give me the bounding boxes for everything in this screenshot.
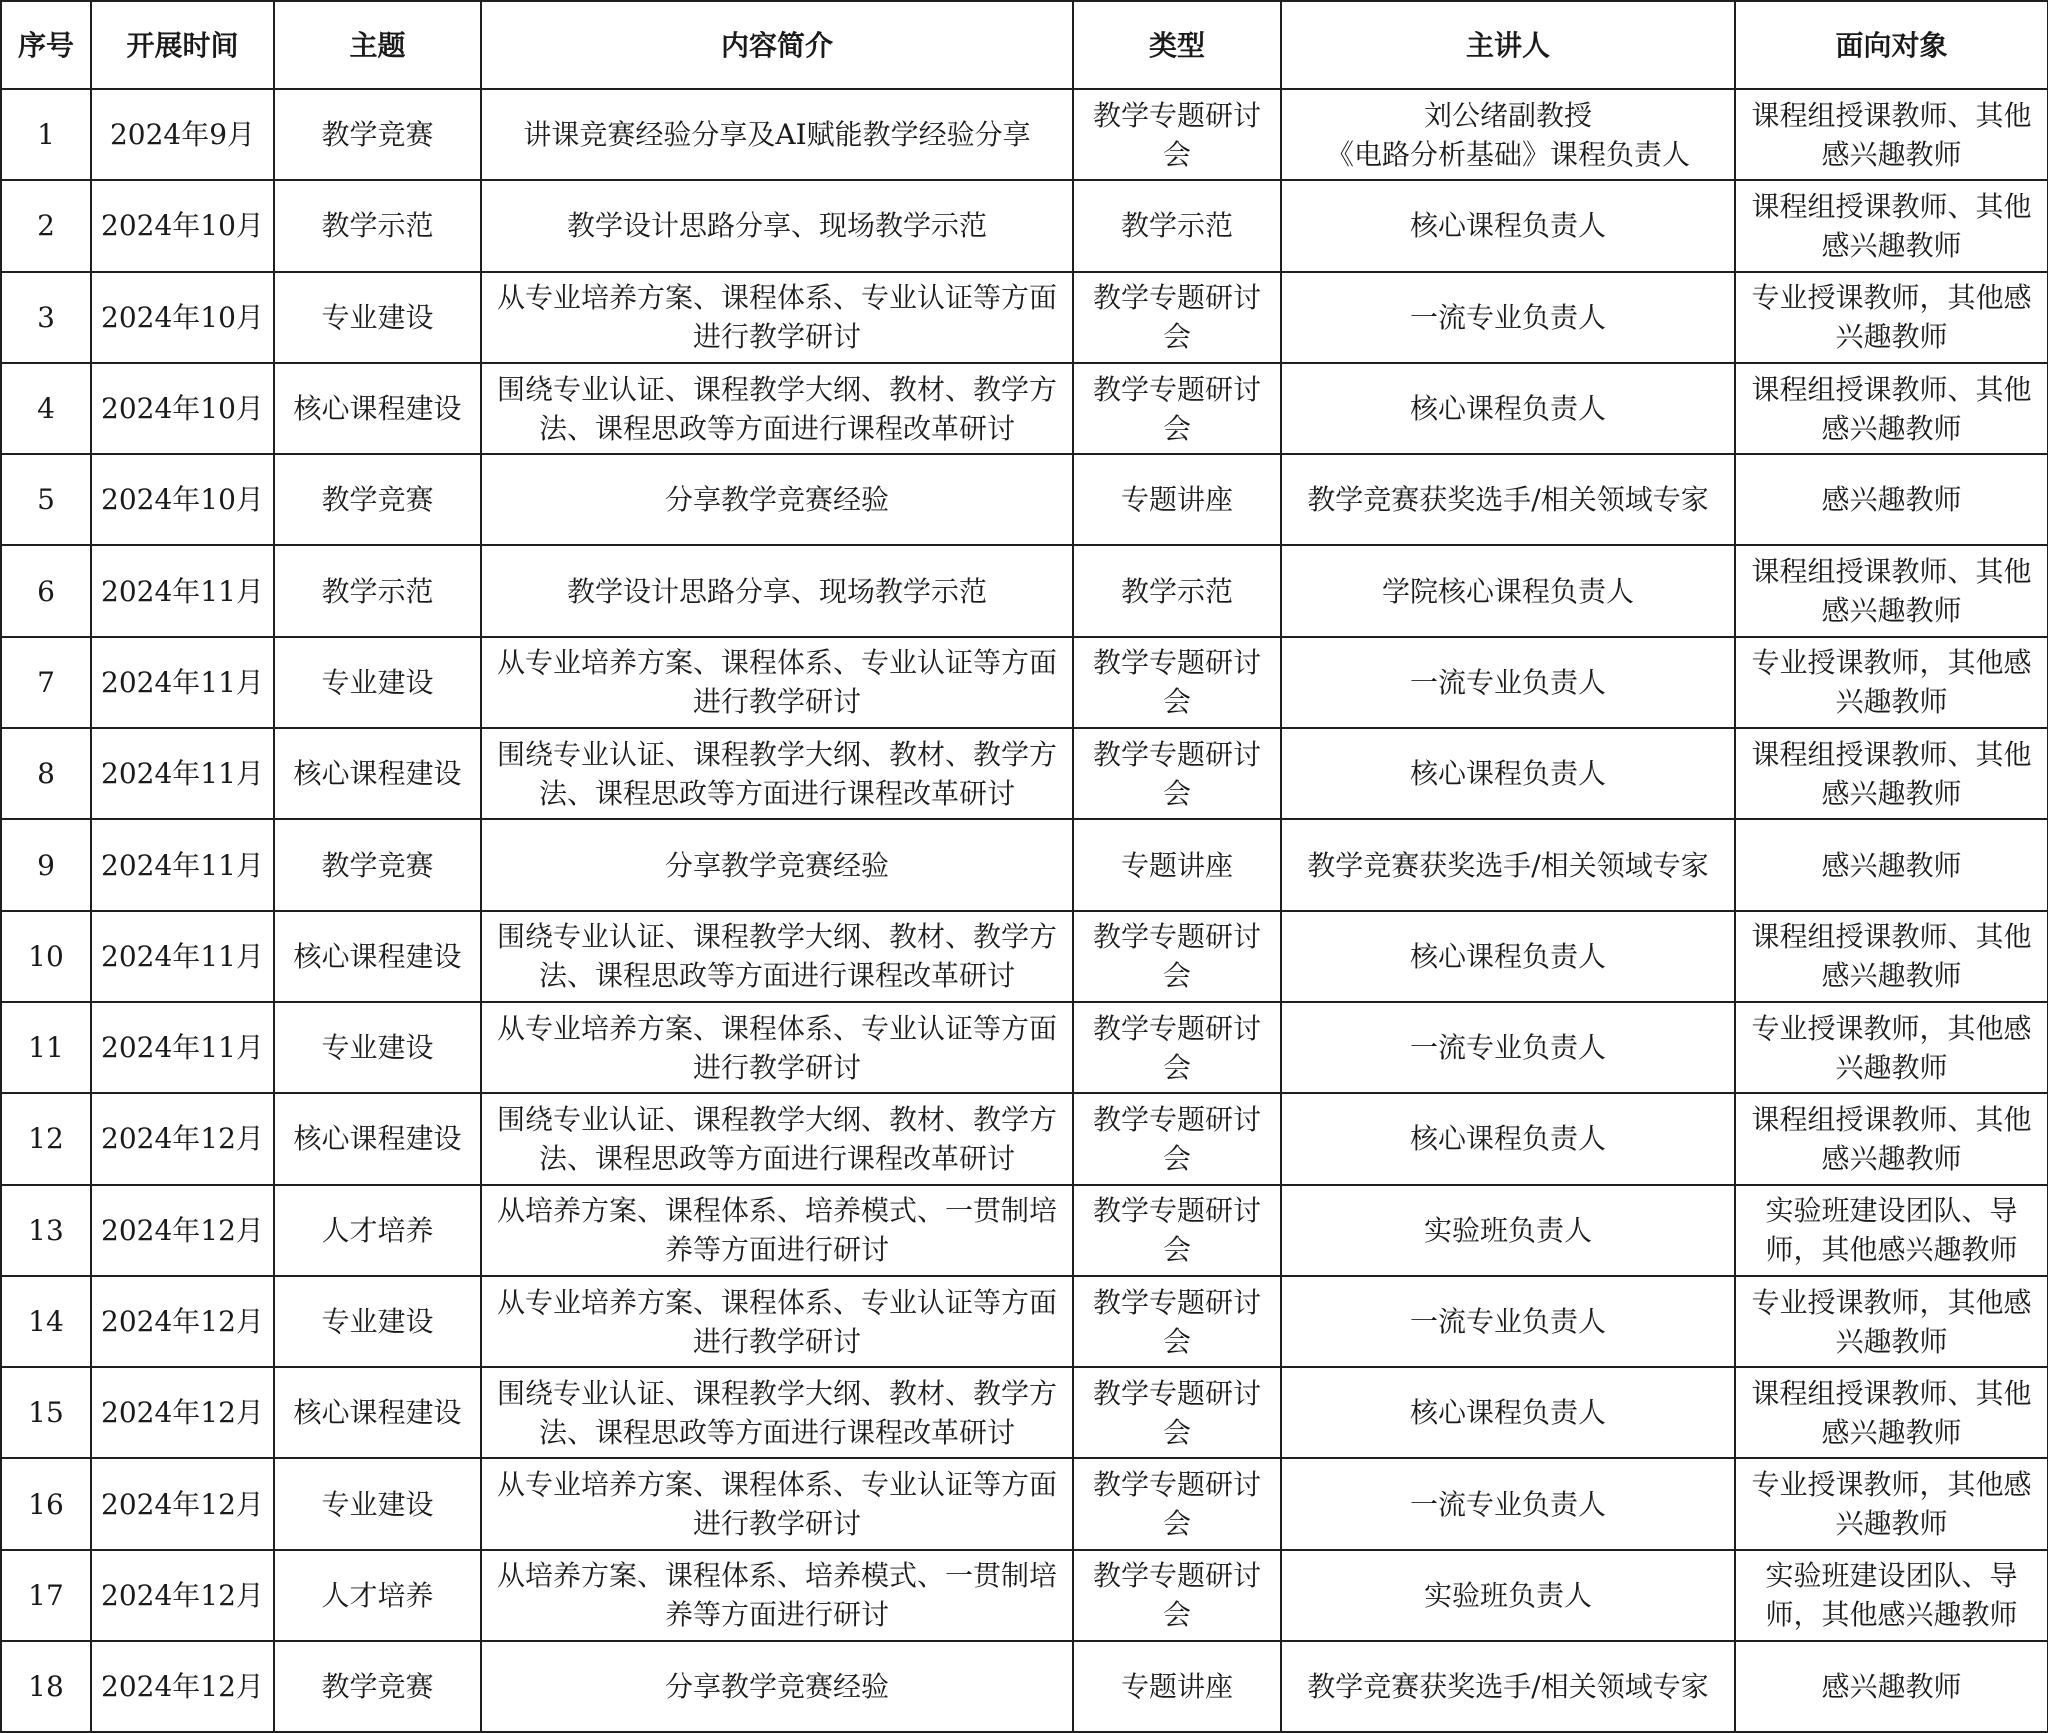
- cell-id: 2: [1, 180, 91, 271]
- cell-id: 14: [1, 1276, 91, 1367]
- cell-id: 16: [1, 1458, 91, 1549]
- cell-id: 10: [1, 911, 91, 1002]
- cell-time: 2024年12月: [91, 1641, 274, 1732]
- cell-time: 2024年12月: [91, 1458, 274, 1549]
- header-content: 内容简介: [481, 1, 1073, 89]
- speaker-line: 实验班负责人: [1423, 1578, 1592, 1612]
- table-row: [1, 363, 2048, 454]
- cell-speaker: [1281, 1367, 1735, 1458]
- cell-topic: 专业建设: [274, 272, 481, 363]
- cell-id: 15: [1, 1367, 91, 1458]
- cell-speaker: [1281, 728, 1735, 819]
- table-row: [1, 272, 2048, 363]
- cell-speaker: [1281, 272, 1735, 363]
- cell-content: 从培养方案、课程体系、培养模式、一贯制培养等方面进行研讨: [481, 1185, 1073, 1276]
- cell-time: 2024年10月: [91, 272, 274, 363]
- cell-topic: 核心课程建设: [274, 363, 481, 454]
- cell-audience: 课程组授课教师、其他感兴趣教师: [1735, 728, 2048, 819]
- table-row: [1, 545, 2048, 636]
- speaker-line: 学院核心课程负责人: [1381, 574, 1634, 608]
- cell-topic: 专业建设: [274, 637, 481, 728]
- cell-type: 教学专题研讨会: [1073, 728, 1281, 819]
- cell-speaker: [1281, 180, 1735, 271]
- cell-content: 讲课竞赛经验分享及AI赋能教学经验分享: [481, 89, 1073, 180]
- table-row: [1, 1641, 2048, 1732]
- cell-type: 教学专题研讨会: [1073, 1550, 1281, 1641]
- cell-audience: 实验班建设团队、导师，其他感兴趣教师: [1735, 1550, 2048, 1641]
- speaker-line: 教学竞赛获奖选手/相关领域专家: [1307, 848, 1709, 882]
- speaker-line: 一流专业负责人: [1409, 1031, 1606, 1065]
- cell-type: 教学专题研讨会: [1073, 1093, 1281, 1184]
- table-row: [1, 1276, 2048, 1367]
- cell-type: 专题讲座: [1073, 454, 1281, 545]
- speaker-line: 核心课程负责人: [1409, 1396, 1606, 1430]
- cell-audience: 感兴趣教师: [1735, 1641, 2048, 1732]
- cell-content: 从培养方案、课程体系、培养模式、一贯制培养等方面进行研讨: [481, 1550, 1073, 1641]
- cell-id: 7: [1, 637, 91, 728]
- table-row: [1, 180, 2048, 271]
- speaker-line: 刘公绪副教授: [1423, 98, 1592, 132]
- cell-speaker: [1281, 1185, 1735, 1276]
- cell-id: 8: [1, 728, 91, 819]
- table-row: [1, 728, 2048, 819]
- cell-topic: 人才培养: [274, 1185, 481, 1276]
- cell-content: 分享教学竞赛经验: [481, 819, 1073, 910]
- cell-audience: 课程组授课教师、其他感兴趣教师: [1735, 180, 2048, 271]
- cell-topic: 教学示范: [274, 545, 481, 636]
- cell-time: 2024年10月: [91, 363, 274, 454]
- cell-content: 教学设计思路分享、现场教学示范: [481, 180, 1073, 271]
- cell-type: 教学专题研讨会: [1073, 1367, 1281, 1458]
- header-audience: 面向对象: [1735, 1, 2048, 89]
- cell-content: 围绕专业认证、课程教学大纲、教材、教学方法、课程思政等方面进行课程改革研讨: [481, 911, 1073, 1002]
- cell-speaker: [1281, 545, 1735, 636]
- cell-audience: 专业授课教师，其他感兴趣教师: [1735, 1002, 2048, 1093]
- cell-content: 分享教学竞赛经验: [481, 1641, 1073, 1732]
- cell-audience: 专业授课教师，其他感兴趣教师: [1735, 1458, 2048, 1549]
- speaker-line: 一流专业负责人: [1409, 1487, 1606, 1521]
- cell-audience: 实验班建设团队、导师，其他感兴趣教师: [1735, 1185, 2048, 1276]
- table-row: [1, 1185, 2048, 1276]
- cell-type: 教学专题研讨会: [1073, 363, 1281, 454]
- cell-time: 2024年10月: [91, 454, 274, 545]
- cell-audience: 感兴趣教师: [1735, 454, 2048, 545]
- cell-time: 2024年12月: [91, 1093, 274, 1184]
- speaker-line: 核心课程负责人: [1409, 1122, 1606, 1156]
- header-row: [1, 1, 2048, 89]
- cell-speaker: [1281, 1276, 1735, 1367]
- speaker-line: 核心课程负责人: [1409, 939, 1606, 973]
- cell-id: 1: [1, 89, 91, 180]
- header-type: 类型: [1073, 1, 1281, 89]
- cell-content: 分享教学竞赛经验: [481, 454, 1073, 545]
- cell-content: 围绕专业认证、课程教学大纲、教材、教学方法、课程思政等方面进行课程改革研讨: [481, 1093, 1073, 1184]
- cell-id: 12: [1, 1093, 91, 1184]
- cell-type: 教学示范: [1073, 180, 1281, 271]
- table-row: [1, 454, 2048, 545]
- cell-content: 教学设计思路分享、现场教学示范: [481, 545, 1073, 636]
- cell-audience: 课程组授课教师、其他感兴趣教师: [1735, 1367, 2048, 1458]
- table-row: [1, 1093, 2048, 1184]
- speaker-line: 《电路分析基础》课程负责人: [1325, 137, 1690, 171]
- table-row: [1, 911, 2048, 1002]
- table-row: [1, 1550, 2048, 1641]
- cell-speaker: [1281, 1002, 1735, 1093]
- cell-time: 2024年12月: [91, 1550, 274, 1641]
- cell-time: 2024年11月: [91, 819, 274, 910]
- cell-id: 3: [1, 272, 91, 363]
- cell-topic: 专业建设: [274, 1276, 481, 1367]
- cell-topic: 教学竞赛: [274, 819, 481, 910]
- cell-audience: 专业授课教师，其他感兴趣教师: [1735, 1276, 2048, 1367]
- cell-speaker: [1281, 637, 1735, 728]
- cell-topic: 核心课程建设: [274, 911, 481, 1002]
- cell-speaker: [1281, 363, 1735, 454]
- cell-audience: 感兴趣教师: [1735, 819, 2048, 910]
- cell-id: 11: [1, 1002, 91, 1093]
- cell-audience: 课程组授课教师、其他感兴趣教师: [1735, 89, 2048, 180]
- speaker-line: 实验班负责人: [1423, 1213, 1592, 1247]
- cell-topic: 专业建设: [274, 1002, 481, 1093]
- cell-time: 2024年11月: [91, 545, 274, 636]
- cell-topic: 核心课程建设: [274, 1093, 481, 1184]
- cell-type: 教学示范: [1073, 545, 1281, 636]
- cell-speaker: [1281, 1093, 1735, 1184]
- cell-id: 13: [1, 1185, 91, 1276]
- cell-speaker: [1281, 819, 1735, 910]
- header-time: 开展时间: [91, 1, 274, 89]
- cell-time: 2024年11月: [91, 1002, 274, 1093]
- cell-content: 围绕专业认证、课程教学大纲、教材、教学方法、课程思政等方面进行课程改革研讨: [481, 1367, 1073, 1458]
- cell-content: 从专业培养方案、课程体系、专业认证等方面进行教学研讨: [481, 272, 1073, 363]
- cell-topic: 教学竞赛: [274, 89, 481, 180]
- cell-audience: 专业授课教师，其他感兴趣教师: [1735, 637, 2048, 728]
- cell-audience: 课程组授课教师、其他感兴趣教师: [1735, 1093, 2048, 1184]
- cell-time: 2024年11月: [91, 728, 274, 819]
- cell-time: 2024年12月: [91, 1276, 274, 1367]
- cell-id: 9: [1, 819, 91, 910]
- cell-type: 教学专题研讨会: [1073, 1185, 1281, 1276]
- table-row: [1, 637, 2048, 728]
- cell-id: 6: [1, 545, 91, 636]
- cell-type: 教学专题研讨会: [1073, 1276, 1281, 1367]
- cell-audience: 课程组授课教师、其他感兴趣教师: [1735, 545, 2048, 636]
- cell-content: 从专业培养方案、课程体系、专业认证等方面进行教学研讨: [481, 1002, 1073, 1093]
- table-row: [1, 1367, 2048, 1458]
- cell-id: 18: [1, 1641, 91, 1732]
- cell-id: 4: [1, 363, 91, 454]
- table-row: [1, 1458, 2048, 1549]
- cell-id: 5: [1, 454, 91, 545]
- speaker-line: 一流专业负责人: [1409, 665, 1606, 699]
- header-id: 序号: [1, 1, 91, 89]
- speaker-line: 一流专业负责人: [1409, 300, 1606, 334]
- table-row: [1, 89, 2048, 180]
- cell-type: 教学专题研讨会: [1073, 272, 1281, 363]
- cell-speaker: [1281, 89, 1735, 180]
- cell-topic: 核心课程建设: [274, 1367, 481, 1458]
- cell-time: 2024年12月: [91, 1185, 274, 1276]
- cell-type: 教学专题研讨会: [1073, 637, 1281, 728]
- speaker-line: 核心课程负责人: [1409, 209, 1606, 243]
- cell-type: 教学专题研讨会: [1073, 89, 1281, 180]
- cell-speaker: [1281, 454, 1735, 545]
- cell-type: 专题讲座: [1073, 1641, 1281, 1732]
- cell-topic: 教学示范: [274, 180, 481, 271]
- cell-content: 从专业培养方案、课程体系、专业认证等方面进行教学研讨: [481, 1458, 1073, 1549]
- cell-content: 围绕专业认证、课程教学大纲、教材、教学方法、课程思政等方面进行课程改革研讨: [481, 363, 1073, 454]
- cell-content: 从专业培养方案、课程体系、专业认证等方面进行教学研讨: [481, 1276, 1073, 1367]
- cell-topic: 人才培养: [274, 1550, 481, 1641]
- cell-topic: 核心课程建设: [274, 728, 481, 819]
- cell-topic: 教学竞赛: [274, 454, 481, 545]
- cell-speaker: [1281, 1550, 1735, 1641]
- speaker-line: 教学竞赛获奖选手/相关领域专家: [1307, 483, 1709, 517]
- cell-topic: 专业建设: [274, 1458, 481, 1549]
- speaker-line: 核心课程负责人: [1409, 757, 1606, 791]
- cell-time: 2024年12月: [91, 1367, 274, 1458]
- cell-audience: 专业授课教师，其他感兴趣教师: [1735, 272, 2048, 363]
- cell-speaker: [1281, 911, 1735, 1002]
- cell-type: 专题讲座: [1073, 819, 1281, 910]
- cell-speaker: [1281, 1641, 1735, 1732]
- table-row: [1, 1002, 2048, 1093]
- cell-content: 围绕专业认证、课程教学大纲、教材、教学方法、课程思政等方面进行课程改革研讨: [481, 728, 1073, 819]
- cell-time: 2024年11月: [91, 911, 274, 1002]
- cell-time: 2024年9月: [91, 89, 274, 180]
- header-speaker: 主讲人: [1281, 1, 1735, 89]
- cell-content: 从专业培养方案、课程体系、专业认证等方面进行教学研讨: [481, 637, 1073, 728]
- cell-topic: 教学竞赛: [274, 1641, 481, 1732]
- cell-audience: 课程组授课教师、其他感兴趣教师: [1735, 911, 2048, 1002]
- cell-time: 2024年10月: [91, 180, 274, 271]
- cell-type: 教学专题研讨会: [1073, 1002, 1281, 1093]
- cell-audience: 课程组授课教师、其他感兴趣教师: [1735, 363, 2048, 454]
- cell-id: 17: [1, 1550, 91, 1641]
- cell-type: 教学专题研讨会: [1073, 911, 1281, 1002]
- speaker-line: 核心课程负责人: [1409, 392, 1606, 426]
- table-row: [1, 819, 2048, 910]
- speaker-line: 教学竞赛获奖选手/相关领域专家: [1307, 1670, 1709, 1704]
- cell-type: 教学专题研讨会: [1073, 1458, 1281, 1549]
- cell-time: 2024年11月: [91, 637, 274, 728]
- schedule-body: [1, 89, 2048, 1732]
- header-topic: 主题: [274, 1, 481, 89]
- cell-speaker: [1281, 1458, 1735, 1549]
- speaker-line: 一流专业负责人: [1409, 1305, 1606, 1338]
